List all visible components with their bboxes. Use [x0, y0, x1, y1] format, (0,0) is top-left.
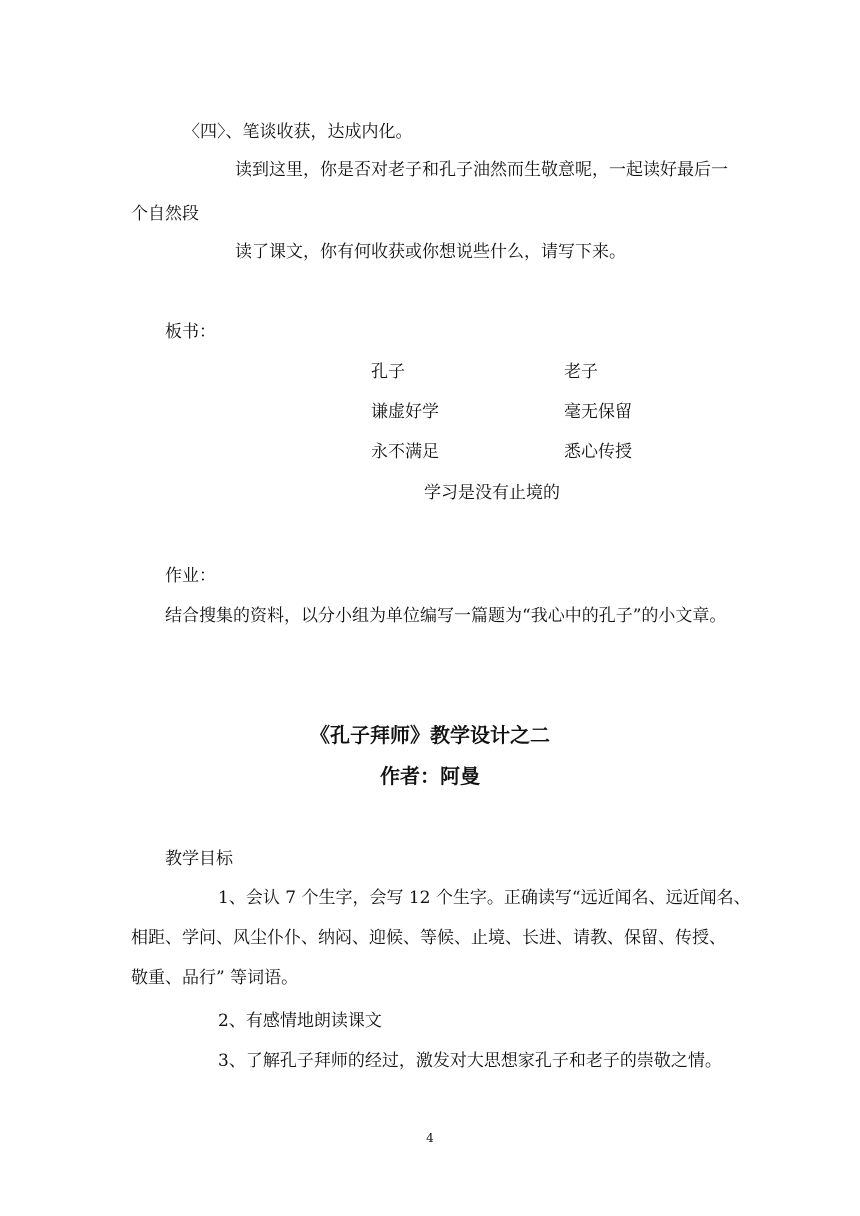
objective-item: 敬重、品行” 等词语。: [131, 968, 299, 988]
objective-item: 1、会认 7 个生字，会写 12 个生字。正确读写“远近闻名、远近闻名、: [218, 888, 751, 908]
homework-text: 结合搜集的资料，以分小组为单位编写一篇题为“我心中的孔子”的小文章。: [165, 606, 727, 626]
objective-item: 3、了解孔子拜师的经过，激发对大思想家孔子和老子的崇敬之情。: [218, 1051, 722, 1071]
article-title: 《孔子拜师》教学设计之二: [310, 723, 550, 747]
board-summary: 学习是没有止境的: [424, 483, 560, 503]
paragraph-line: 读了课文，你有何收获或你想说些什么，请写下来。: [235, 242, 626, 262]
section-four-heading: 〈四〉、笔谈收获，达成内化。: [183, 122, 413, 142]
paragraph-line: 个自然段: [131, 204, 199, 224]
objective-item: 相距、学问、风尘仆仆、纳闷、迎候、等候、止境、长进、请教、保留、传授、: [131, 928, 726, 948]
board-left-item: 谦虚好学: [371, 402, 439, 422]
board-left-item: 永不满足: [371, 442, 439, 462]
objectives-label: 教学目标: [165, 849, 233, 869]
board-label: 板书：: [165, 322, 216, 342]
paragraph-line: 读到这里，你是否对老子和孔子油然而生敬意呢，一起读好最后一: [235, 160, 728, 180]
board-right-item: 老子: [564, 362, 598, 382]
objective-item: 2、有感情地朗读课文: [218, 1011, 382, 1031]
board-left-item: 孔子: [371, 362, 405, 382]
board-right-item: 悉心传授: [564, 442, 632, 462]
board-right-item: 毫无保留: [564, 402, 632, 422]
homework-label: 作业：: [165, 566, 216, 586]
page-number: 4: [426, 1131, 434, 1145]
article-author: 作者：阿曼: [380, 764, 480, 788]
